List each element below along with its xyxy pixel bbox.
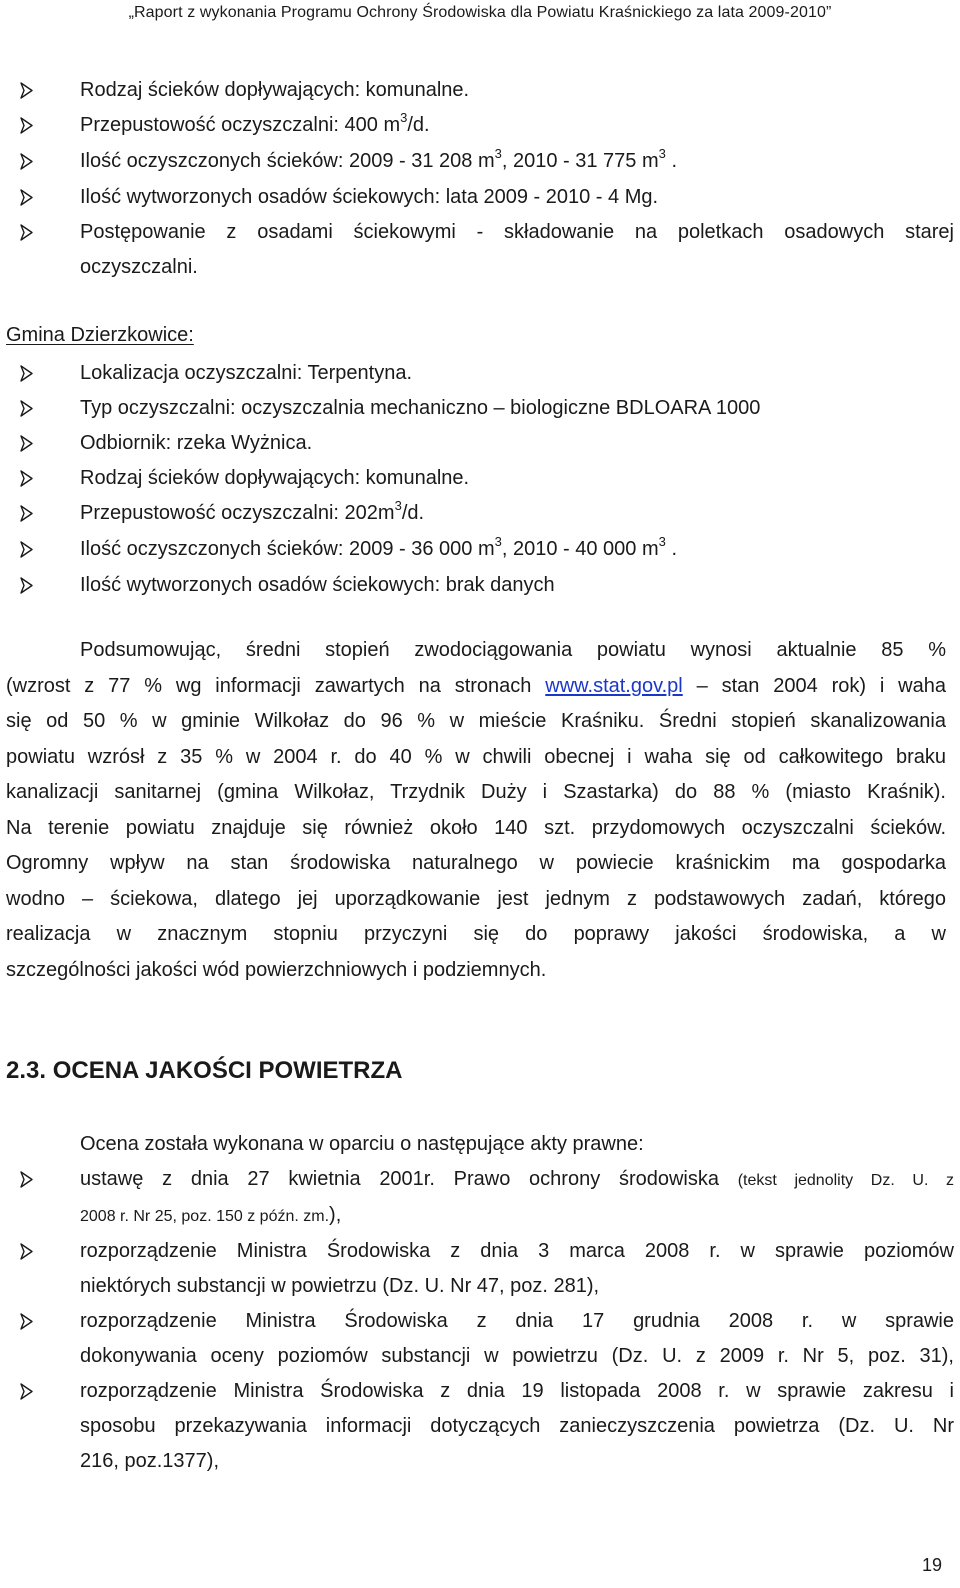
list-item-text: 2008 r. Nr 25, poz. 150 z późn. zm. bbox=[80, 1208, 330, 1225]
stat-gov-link[interactable]: www.stat.gov.pl bbox=[545, 674, 683, 697]
arrow-bullet-icon bbox=[20, 470, 33, 487]
arrow-bullet-icon bbox=[20, 117, 33, 134]
list-item-text: rozporządzenie Ministra Środowiska z dnia 17 grudnia 2008 r. w sprawie bbox=[80, 1310, 954, 1332]
paragraph-line: szczególności jakości wód powierzchniowych i podziemnych. bbox=[6, 958, 547, 981]
paragraph-line: Podsumowując, średni stopień zwodociągowania powiatu wynosi aktualnie 85 % bbox=[80, 639, 946, 661]
arrow-bullet-icon bbox=[20, 153, 33, 170]
list-item-text: /d. bbox=[407, 114, 430, 136]
list-item-text: rozporządzenie Ministra Środowiska z dnia 19 listopada 2008 r. w sprawie zakresu i bbox=[80, 1380, 954, 1402]
list-item-text: oczyszczalni. bbox=[80, 256, 198, 278]
arrow-bullet-icon bbox=[20, 1243, 33, 1260]
list-item-text: sposobu przekazywania informacji dotyczących zanieczyszczenia powietrza (Dz. U. Nr bbox=[80, 1415, 954, 1437]
list-item-text: 216, poz.1377), bbox=[80, 1450, 219, 1472]
paragraph-line: Na terenie powiatu znajduje się również około 140 szt. przydomowych oczyszczalni ścieków. bbox=[6, 816, 946, 839]
list-item bbox=[0, 391, 960, 426]
list-item-text: ustawę z dnia 27 kwietnia 2001r. Prawo ochrony środowiska bbox=[80, 1168, 719, 1190]
summary-paragraph bbox=[6, 633, 946, 988]
paragraph-line: realizacja w znacznym stopniu przyczyni się do poprawy jakości środowiska, a w bbox=[6, 923, 946, 945]
arrow-bullet-icon bbox=[20, 224, 33, 241]
list-item-text: , 2010 - 40 000 m bbox=[501, 538, 659, 560]
section-heading: 2.3. OCENA JAKOŚCI POWIETRZA bbox=[6, 1057, 403, 1084]
arrow-bullet-icon bbox=[20, 541, 33, 558]
arrow-bullet-icon bbox=[20, 1383, 33, 1400]
list-item-text: niektórych substancji w powietrzu (Dz. U. Nr 47, poz. 281), bbox=[80, 1275, 600, 1297]
list-item-text: dokonywania oceny poziomów substancji w powietrzu (Dz. U. z 2009 r. Nr 5, poz. 31), bbox=[80, 1345, 954, 1367]
list-item-text: Przepustowość oczyszczalni: 400 m bbox=[80, 114, 401, 136]
list-item-text: Ilość wytworzonych osadów ściekowych: brak danych bbox=[80, 574, 555, 596]
paragraph-text: – stan 2004 rok) i waha bbox=[696, 674, 946, 697]
list-item bbox=[0, 496, 960, 532]
paragraph-line: kanalizacji sanitarnej (gmina Wilkołaz, Trzydnik Duży i Szastarka) do 88 % (miasto Kraśnik). bbox=[6, 781, 946, 803]
list-item-text: Ilość oczyszczonych ścieków: 2009 - 31 208 m bbox=[80, 150, 495, 172]
paragraph-line: się od 50 % w gminie Wilkołaz do 96 % w mieście Kraśniku. Średni stopień skanalizowania bbox=[6, 710, 946, 732]
section-intro: Ocena została wykonana w oparciu o następujące akty prawne: bbox=[80, 1133, 644, 1155]
list-item-text: Lokalizacja oczyszczalni: Terpentyna. bbox=[80, 362, 413, 384]
list-item-text: Rodzaj ścieków dopływających: komunalne. bbox=[80, 467, 470, 489]
arrow-bullet-icon bbox=[20, 577, 33, 594]
list-item-text: Postępowanie z osadami ściekowymi - składowanie na poletkach osadowych starej bbox=[80, 221, 954, 243]
list-item-text: /d. bbox=[401, 502, 425, 524]
superscript: 3 bbox=[394, 498, 402, 513]
paragraph-line: wodno – ściekowa, dlatego jej uporządkowanie jest jednym z podstawowych zadań, którego bbox=[6, 887, 946, 910]
list-item bbox=[0, 568, 960, 603]
wastewater-details-list bbox=[0, 73, 960, 285]
list-item-text: Rodzaj ścieków dopływających: komunalne. bbox=[80, 79, 470, 101]
list-item bbox=[0, 1374, 960, 1479]
arrow-bullet-icon bbox=[20, 1171, 33, 1188]
section-subtitle: Gmina Dzierzkowice: bbox=[6, 324, 194, 346]
list-item bbox=[0, 215, 960, 285]
paragraph-line: powiatu wzrósł z 35 % w 2004 r. do 40 % w chwili obecnej i waha się od całkowitego braku bbox=[6, 745, 946, 768]
arrow-bullet-icon bbox=[20, 505, 33, 522]
paragraph-line bbox=[6, 669, 946, 705]
arrow-bullet-icon bbox=[20, 189, 33, 206]
paragraph-text: (wzrost z 77 % wg informacji zawartych na stronach bbox=[6, 674, 532, 697]
superscript: 3 bbox=[494, 146, 502, 161]
superscript: 3 bbox=[494, 534, 502, 549]
list-item bbox=[0, 180, 960, 215]
page-number: 19 bbox=[921, 1555, 942, 1575]
arrow-bullet-icon bbox=[20, 82, 33, 99]
superscript: 3 bbox=[400, 110, 408, 125]
list-item-text: Ilość oczyszczonych ścieków: 2009 - 36 000 m bbox=[80, 538, 495, 560]
arrow-bullet-icon bbox=[20, 400, 33, 417]
superscript: 3 bbox=[658, 534, 666, 549]
list-item-text: Odbiornik: rzeka Wyżnica. bbox=[80, 432, 313, 454]
list-item-text: (tekst jednolity Dz. U. z bbox=[737, 1172, 954, 1189]
running-header: „Raport z wykonania Programu Ochrony Środowiska dla Powiatu Kraśnickiego za lata 2009-2010” bbox=[128, 4, 832, 21]
arrow-bullet-icon bbox=[20, 435, 33, 452]
superscript: 3 bbox=[658, 146, 666, 161]
list-item-text: Ilość wytworzonych osadów ściekowych: lata 2009 - 2010 - 4 Mg. bbox=[80, 186, 659, 208]
list-item bbox=[0, 1162, 960, 1234]
list-item bbox=[0, 108, 960, 144]
list-item bbox=[0, 1304, 960, 1374]
list-item-text: Typ oczyszczalni: oczyszczalnia mechaniczno – biologiczne BDLOARA 1000 bbox=[80, 397, 761, 419]
legal-acts-list bbox=[0, 1162, 960, 1479]
list-item-text: . bbox=[665, 150, 678, 172]
list-item-text: ), bbox=[329, 1204, 342, 1226]
list-item bbox=[0, 73, 960, 108]
gmina-details-list bbox=[0, 356, 960, 603]
list-item bbox=[0, 532, 960, 568]
arrow-bullet-icon bbox=[20, 365, 33, 382]
paragraph-line: Ogromny wpływ na stan środowiska naturalnego w powiecie kraśnickim ma gospodarka bbox=[6, 852, 946, 874]
list-item bbox=[0, 356, 960, 391]
list-item bbox=[0, 461, 960, 496]
list-item bbox=[0, 1234, 960, 1304]
list-item bbox=[0, 426, 960, 461]
list-item-text: . bbox=[665, 538, 678, 560]
list-item-text: , 2010 - 31 775 m bbox=[501, 150, 659, 172]
list-item-text: rozporządzenie Ministra Środowiska z dnia 3 marca 2008 r. w sprawie poziomów bbox=[80, 1240, 954, 1262]
list-item-line bbox=[80, 1198, 954, 1234]
list-item bbox=[0, 144, 960, 180]
arrow-bullet-icon bbox=[20, 1313, 33, 1330]
list-item-line bbox=[80, 1162, 954, 1198]
list-item-text: Przepustowość oczyszczalni: 202m bbox=[80, 502, 395, 524]
